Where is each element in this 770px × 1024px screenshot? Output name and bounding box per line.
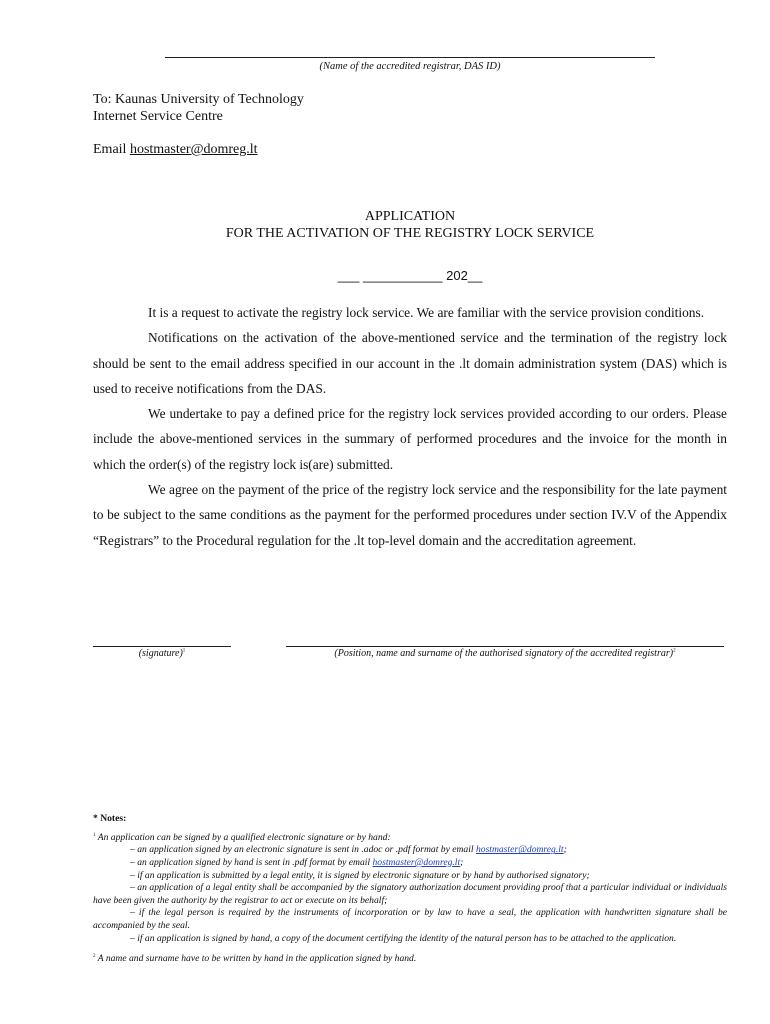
email-link[interactable]: hostmaster@domreg.lt bbox=[129, 142, 258, 157]
note-1-item-3: – if an application is submitted by a legal entity, it is signed by electronic signature or by hand by authorised signatory; bbox=[130, 869, 590, 881]
note-2-marker: 2 bbox=[93, 954, 96, 960]
registrar-name-line bbox=[165, 57, 655, 58]
email-label: Email bbox=[93, 142, 127, 157]
note-1-item-5: – if the legal person is required by the instruments of incorporation or by law to have a seal, the application with handwritten signature shall be accompanied by the seal. bbox=[93, 907, 727, 931]
note-2 bbox=[93, 951, 727, 966]
note-1-intro: An application can be signed by a qualified electronic signature or by hand: bbox=[97, 831, 391, 843]
note-1-marker: 1 bbox=[93, 832, 96, 838]
signature-caption bbox=[93, 648, 231, 659]
signature-caption-text: (signature) bbox=[138, 648, 183, 659]
email-line bbox=[93, 142, 258, 158]
note-1-item-1 bbox=[93, 844, 727, 857]
body-paragraph-2: Notifications on the activation of the above-mentioned service and the termination of the registry lock should be sent to the email address specified in our account in the .lt domain administration system (DAS) which is used to receive notifications from the DAS. bbox=[93, 330, 727, 396]
body-text bbox=[93, 300, 727, 553]
note-2-text: A name and surname have to be written by hand in the application signed by hand. bbox=[97, 953, 417, 965]
note-1-item-2-end: ; bbox=[460, 856, 464, 868]
note-1-item-1-email-link[interactable]: hostmaster@domreg.lt bbox=[475, 844, 564, 856]
body-paragraph-4: We agree on the payment of the price of the registry lock service and the responsibility for the late payment to be subject to the same conditions as the payment for the performed procedures under section IV.V of the Appendix “Registrars” to the Procedural regulation for the .lt top-level domain and the accreditation agreement. bbox=[93, 482, 727, 548]
notes-heading: * Notes: bbox=[93, 813, 127, 824]
signatory-caption-text: (Position, name and surname of the authorised signatory of the accredited registrar) bbox=[334, 648, 674, 659]
document-title bbox=[93, 208, 727, 242]
body-paragraph-3: We undertake to pay a defined price for the registry lock services provided according to our orders. Please include the above-mentioned services in the summary of performed procedures and the invoice for the month in which the order(s) of the registry lock is(are) submitted. bbox=[93, 406, 727, 472]
note-1 bbox=[93, 830, 727, 845]
title-line-1: APPLICATION bbox=[364, 209, 456, 224]
signatory-name-line bbox=[286, 646, 724, 647]
note-1-item-2-text: – an application signed by hand is sent in .pdf format by email bbox=[130, 856, 371, 868]
body-paragraph-1: It is a request to activate the registry lock service. We are familiar with the service provision conditions. bbox=[148, 305, 705, 320]
date-field: ___ ___________ 202__ bbox=[337, 268, 483, 283]
note-1-item-2-email-link[interactable]: hostmaster@domreg.lt bbox=[372, 856, 461, 868]
addressee-line-1: To: Kaunas University of Technology bbox=[93, 92, 304, 107]
title-line-2: FOR THE ACTIVATION OF THE REGISTRY LOCK SERVICE bbox=[225, 226, 595, 241]
registrar-caption: (Name of the accredited registrar, DAS ID) bbox=[319, 61, 501, 72]
addressee-block bbox=[93, 91, 304, 125]
note-1-item-2 bbox=[93, 857, 727, 870]
addressee-line-2: Internet Service Centre bbox=[93, 109, 223, 124]
signatory-caption bbox=[286, 648, 724, 659]
footnote-marker-2: 2 bbox=[673, 648, 676, 654]
note-1-item-4: – an application of a legal entity shall be accompanied by the signatory authorization document providing proof that a particular individual or individuals have been given the authority by the registrar to act or execute on its behalf; bbox=[93, 882, 727, 906]
signature-line bbox=[93, 646, 231, 647]
note-1-item-1-end: ; bbox=[563, 844, 567, 856]
notes-section bbox=[93, 813, 727, 966]
footnote-marker-1: 1 bbox=[182, 648, 186, 654]
note-1-item-1-text: – an application signed by an electronic signature is sent in .adoc or .pdf format by email bbox=[130, 844, 474, 856]
note-1-item-6: – if an application is signed by hand, a copy of the document certifying the identity of the natural person has to be attached to the application. bbox=[130, 932, 677, 944]
